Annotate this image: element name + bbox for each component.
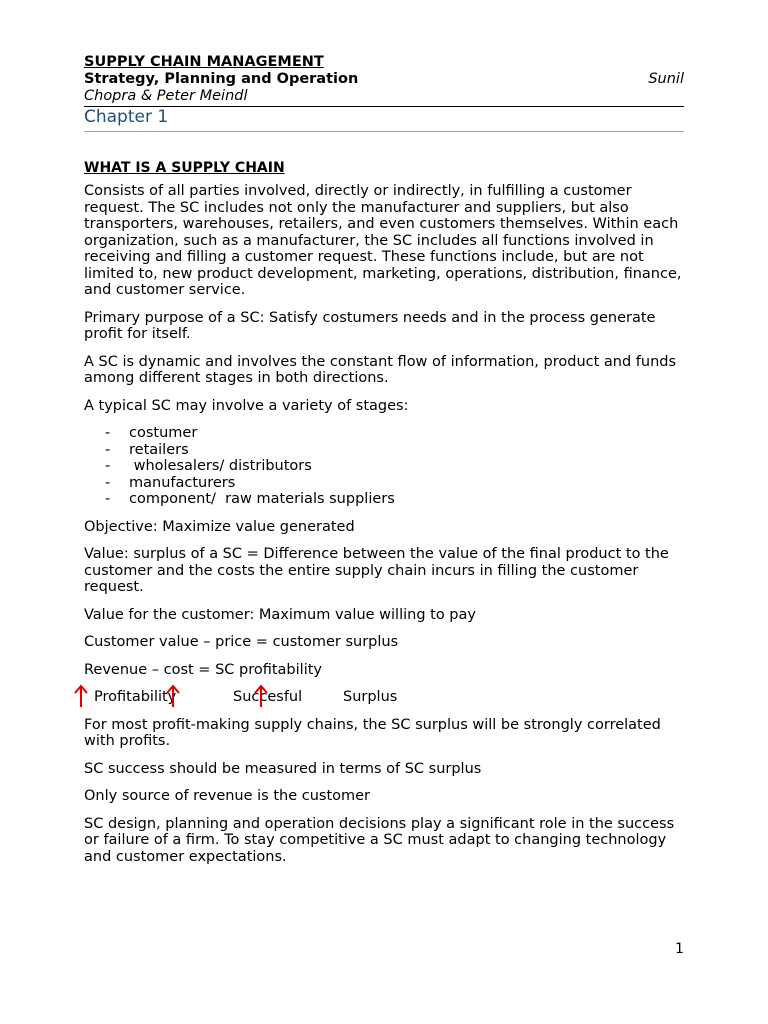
section-heading: WHAT IS A SUPPLY CHAIN (84, 160, 285, 176)
dash-bullet: - (105, 458, 111, 474)
document-body (84, 183, 684, 876)
dash-bullet: - (105, 474, 111, 491)
paragraph: Consists of all parties involved, directly or indirectly, in fulfilling a customer request. The SC includes not only the manufacturer and suppliers, but also transporters, warehouses, retailers, and even customers themselves. Within each organization, such as a manufacturer, the SC includes all functions involved in receiving and filling a customer request. These functions include, but are not limited to, new product development, marketing, operations, distribution, finance, and customer service. (84, 183, 682, 298)
dash-bullet: - (105, 441, 111, 458)
header-divider (84, 106, 684, 107)
paragraph: Primary purpose of a SC: Satisfy costumers needs and in the process generate profit for itself. (84, 309, 656, 342)
arrow-label: Profitability (94, 689, 177, 705)
list-item-label: retailers (129, 441, 189, 458)
paragraph: Value: surplus of a SC = Difference between the value of the final product to the customer and the costs the entire supply chain incurs in filling the customer request. (84, 546, 669, 595)
list-item-label: wholesalers/ distributors (129, 458, 312, 474)
paragraph: Value for the customer: Maximum value willing to pay (84, 606, 476, 623)
arrow-label: Surplus (343, 689, 398, 705)
list-item-label: component/ raw materials suppliers (129, 491, 395, 507)
paragraph: A typical SC may involve a variety of stages: (84, 397, 409, 414)
document-subtitle: Strategy, Planning and Operation (84, 71, 359, 87)
paragraph: Objective: Maximize value generated (84, 518, 355, 535)
list-item (84, 491, 684, 508)
stages-list (84, 425, 684, 508)
paragraph: SC success should be measured in terms of SC surplus (84, 760, 482, 777)
arrow-label: Succesful (233, 689, 303, 705)
paragraph: Revenue – cost = SC profitability (84, 661, 322, 678)
list-item-label: costumer (129, 425, 198, 441)
paragraph: A SC is dynamic and involves the constant flow of information, product and funds among different stages in both directions. (84, 353, 677, 386)
up-arrow-icon (254, 684, 268, 708)
paragraph: SC design, planning and operation decisions play a significant role in the success or failure of a firm. To stay competitive a SC must adapt to changing technology and customer expectations. (84, 815, 675, 865)
list-item (84, 442, 684, 459)
up-arrow-icon (166, 684, 180, 708)
dash-bullet: - (105, 425, 111, 441)
list-item (84, 475, 684, 492)
up-arrow-icon (74, 684, 88, 708)
list-item (84, 425, 684, 442)
chapter-divider (84, 131, 684, 132)
list-item (84, 458, 684, 475)
dash-bullet: - (105, 491, 111, 507)
paragraph: For most profit-making supply chains, the SC surplus will be strongly correlated with profits. (84, 716, 661, 749)
page-number: 1 (675, 941, 684, 957)
list-item-label: manufacturers (129, 474, 236, 491)
document-title: SUPPLY CHAIN MANAGEMENT (84, 54, 324, 70)
paragraph: Only source of revenue is the customer (84, 788, 371, 804)
authors-line: Chopra & Peter Meindl (84, 88, 248, 104)
paragraph: Customer value – price = customer surplus (84, 634, 399, 650)
profitability-arrow-row (84, 689, 684, 706)
author-first-name: Sunil (648, 71, 684, 87)
chapter-heading: Chapter 1 (84, 107, 169, 127)
